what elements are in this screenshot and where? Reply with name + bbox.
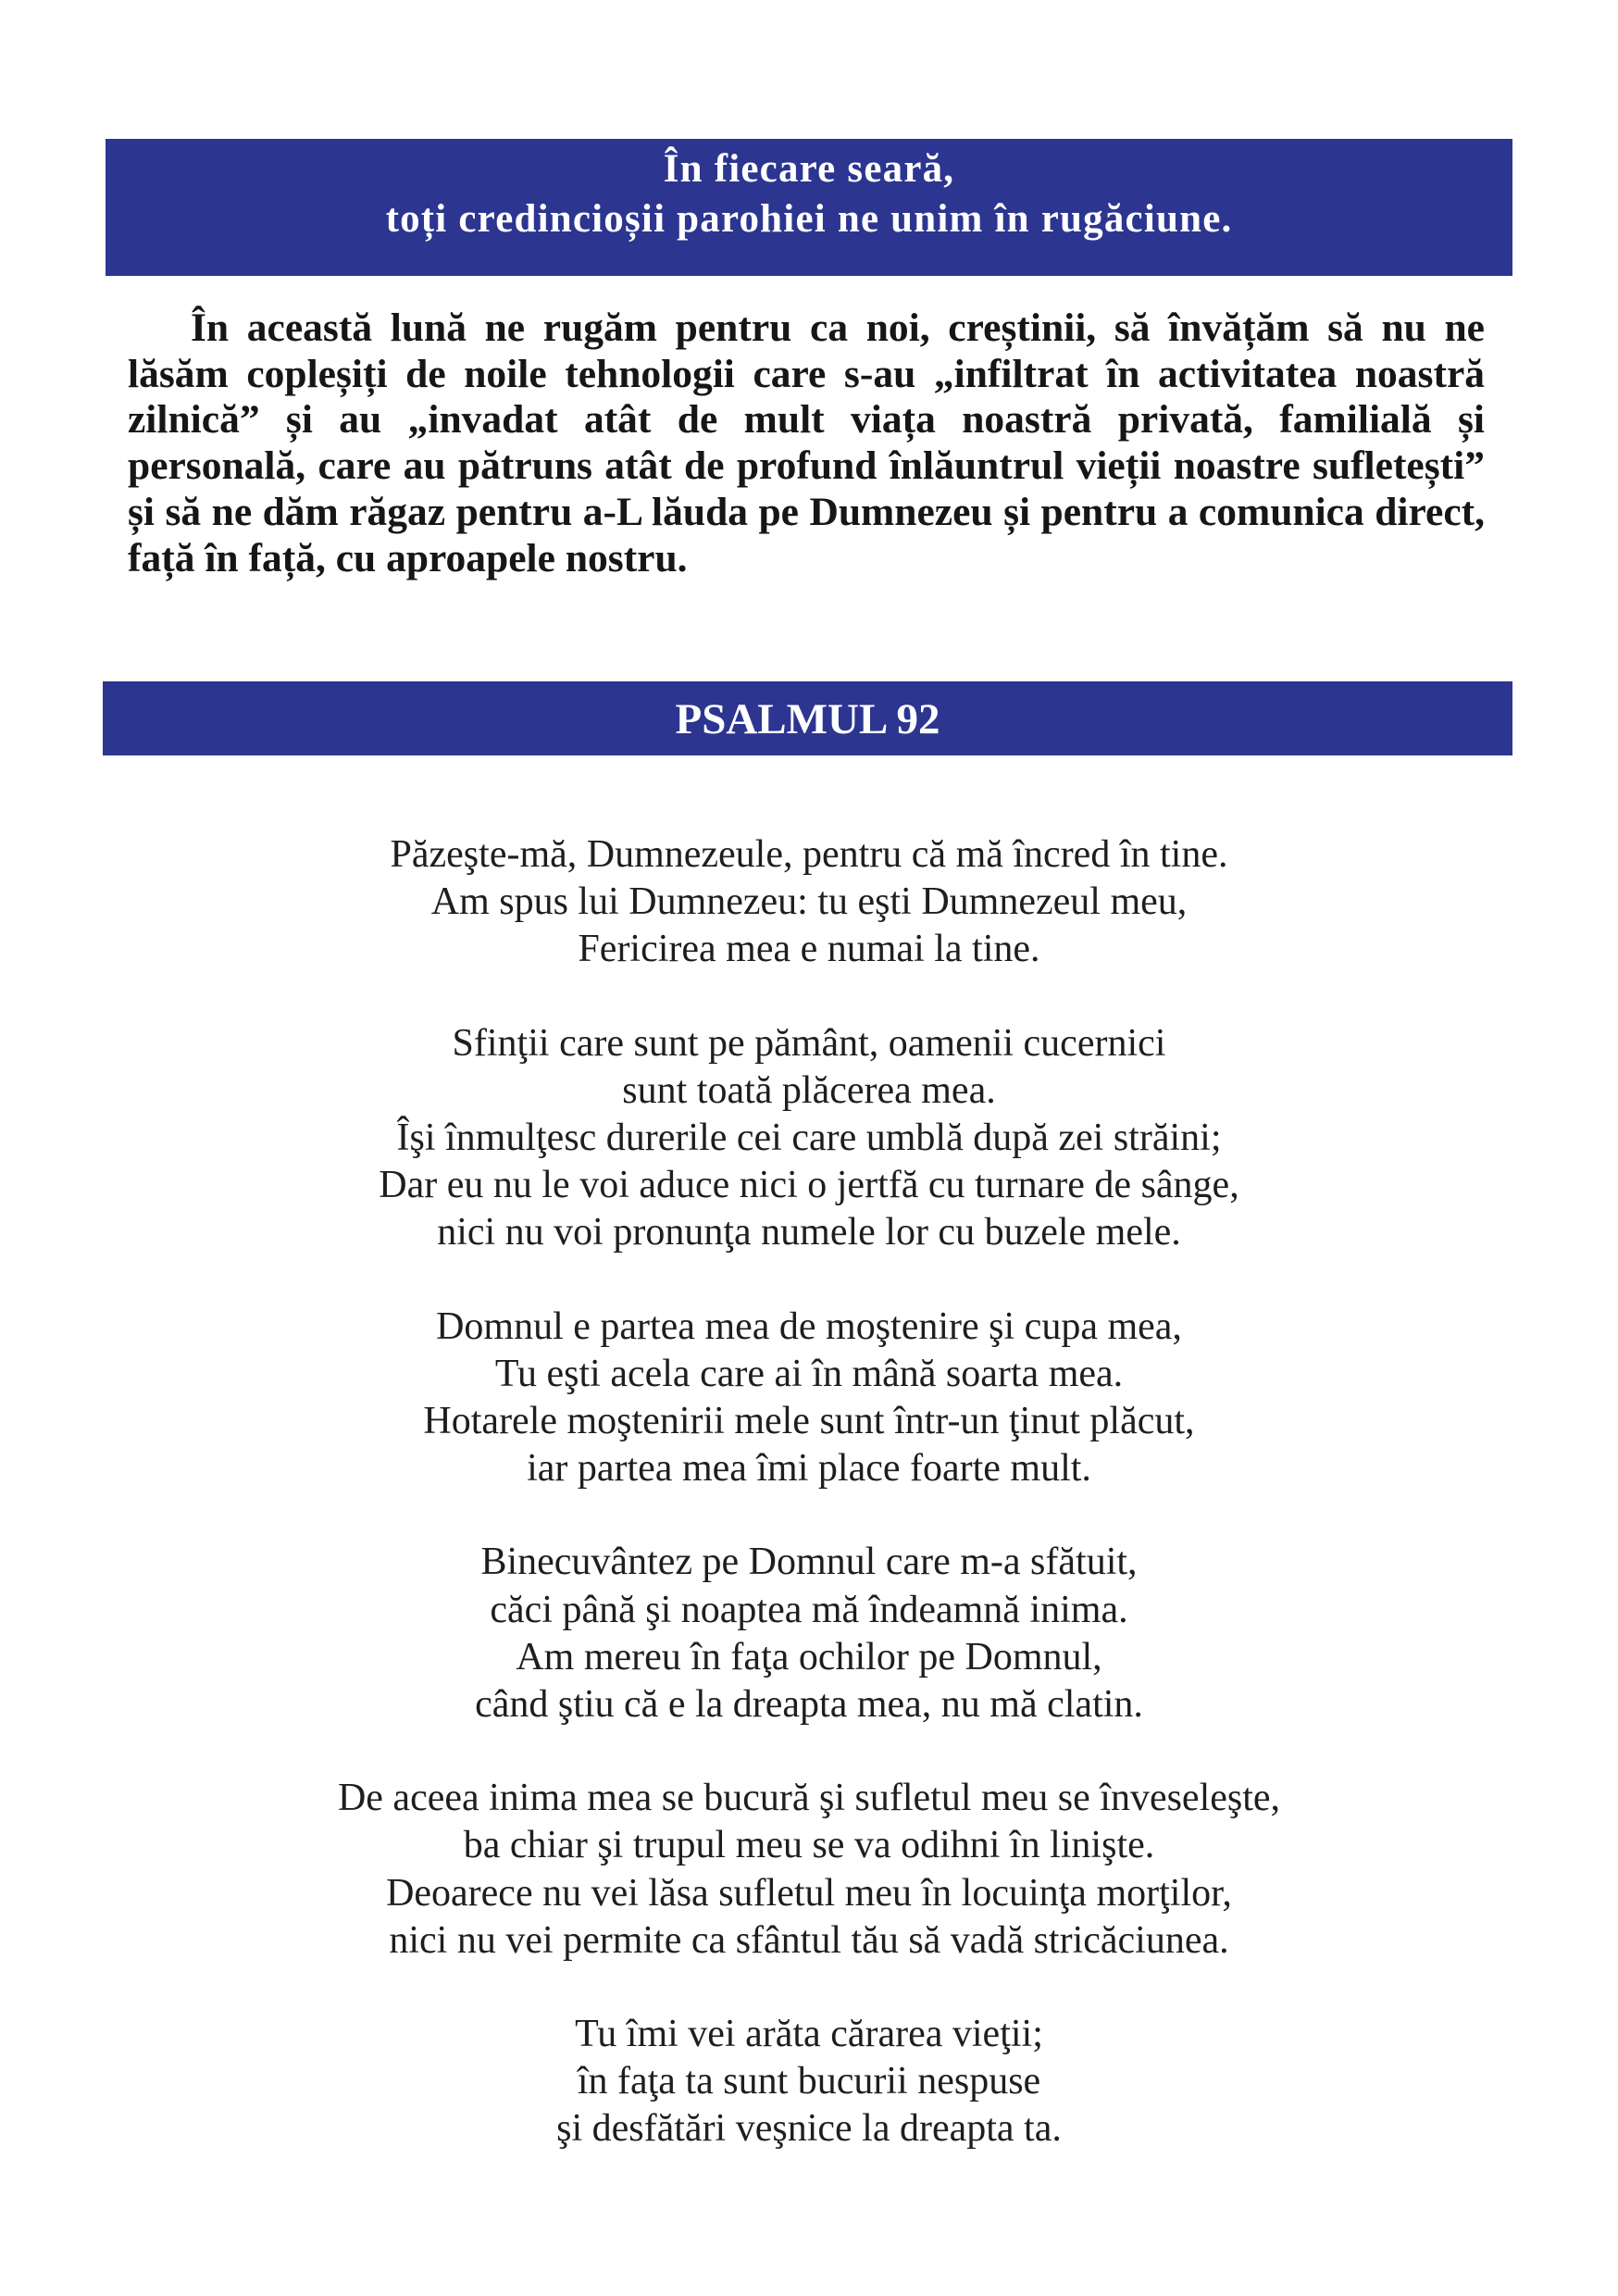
psalm-verse: Hotarele moştenirii mele sunt într-un ţinut plăcut, [423,1400,1195,1443]
psalm-title: PSALMUL 92 [675,695,940,743]
psalm-stanza [0,1775,1618,1965]
psalm-verse: Sfinţii care sunt pe pământ, oamenii cucernici [452,1021,1166,1065]
psalm-stanza [0,1020,1618,1257]
psalm-verse: nici nu vei permite ca sfântul tău să vadă stricăciunea. [389,1918,1229,1962]
psalm-title-banner [103,681,1512,755]
psalm-verse: Am spus lui Dumnezeu: tu eşti Dumnezeul meu, [430,880,1188,924]
psalm-stanza [0,2011,1618,2153]
header-banner [106,139,1512,276]
psalm-verse: Fericirea mea e numai la tine. [578,928,1040,971]
psalm-verse: Tu eşti acela care ai în mână soarta mea. [494,1352,1124,1395]
psalm-verse: şi desfătări veşnice la dreapta ta. [556,2107,1062,2151]
header-line-2: toți credincioșii parohiei ne unim în rugăciune. [385,197,1233,241]
psalm-verse: nici nu voi pronunţa numele lor cu buzele mele. [437,1211,1181,1254]
header-line-1: În fiecare seară, [663,147,955,191]
psalm-verse: iar partea mea îmi place foarte mult. [527,1447,1091,1491]
psalm-text [0,831,1618,2200]
psalm-verse: Dar eu nu le voi aduce nici o jertfă cu turnare de sânge, [379,1164,1239,1207]
psalm-verse: Tu îmi vei arăta cărarea vieţii; [575,2013,1043,2056]
psalm-verse: când ştiu că e la dreapta mea, nu mă clatin. [475,1683,1143,1727]
psalm-verse: Îşi înmulţesc durerile cei care umblă după zei străini; [396,1117,1222,1160]
psalm-verse: Binecuvântez pe Domnul care m-a sfătuit, [480,1541,1138,1584]
psalm-verse: Deoarece nu vei lăsa sufletul meu în locuinţa morţilor, [386,1871,1232,1915]
psalm-stanza [0,831,1618,974]
psalm-stanza [0,1539,1618,1728]
psalm-verse: în faţa ta sunt bucurii nespuse [577,2060,1041,2103]
intro-paragraph: În această lună ne rugăm pentru ca noi, creștinii, să învățăm să nu ne lăsăm copleșiți de noile tehnologii care s-au „infiltrat în activitatea noastră zilnică” și au „invadat atât de mult viața noastră privată, familială și personală, care au pătruns atât de profund înlăuntrul vieții noastre sufletești” și să ne dăm răgaz pentru a-L lăuda pe Dumnezeu și pentru a comunica direct, față în față, cu aproapele nostru. [128,306,1485,580]
psalm-verse: De aceea inima mea se bucură şi sufletul meu se înveseleşte, [337,1777,1281,1820]
psalm-verse: căci până şi noaptea mă îndeamnă inima. [490,1588,1128,1631]
psalm-verse: Am mereu în faţa ochilor pe Domnul, [516,1635,1102,1678]
psalm-verse: ba chiar şi trupul meu se va odihni în linişte. [463,1824,1155,1867]
psalm-stanza [0,1304,1618,1493]
psalm-verse: Păzeşte-mă, Dumnezeule, pentru că mă încred în tine. [390,833,1228,876]
psalm-verse: Domnul e partea mea de moştenire şi cupa mea, [436,1304,1182,1348]
psalm-verse: sunt toată plăcerea mea. [622,1068,996,1112]
